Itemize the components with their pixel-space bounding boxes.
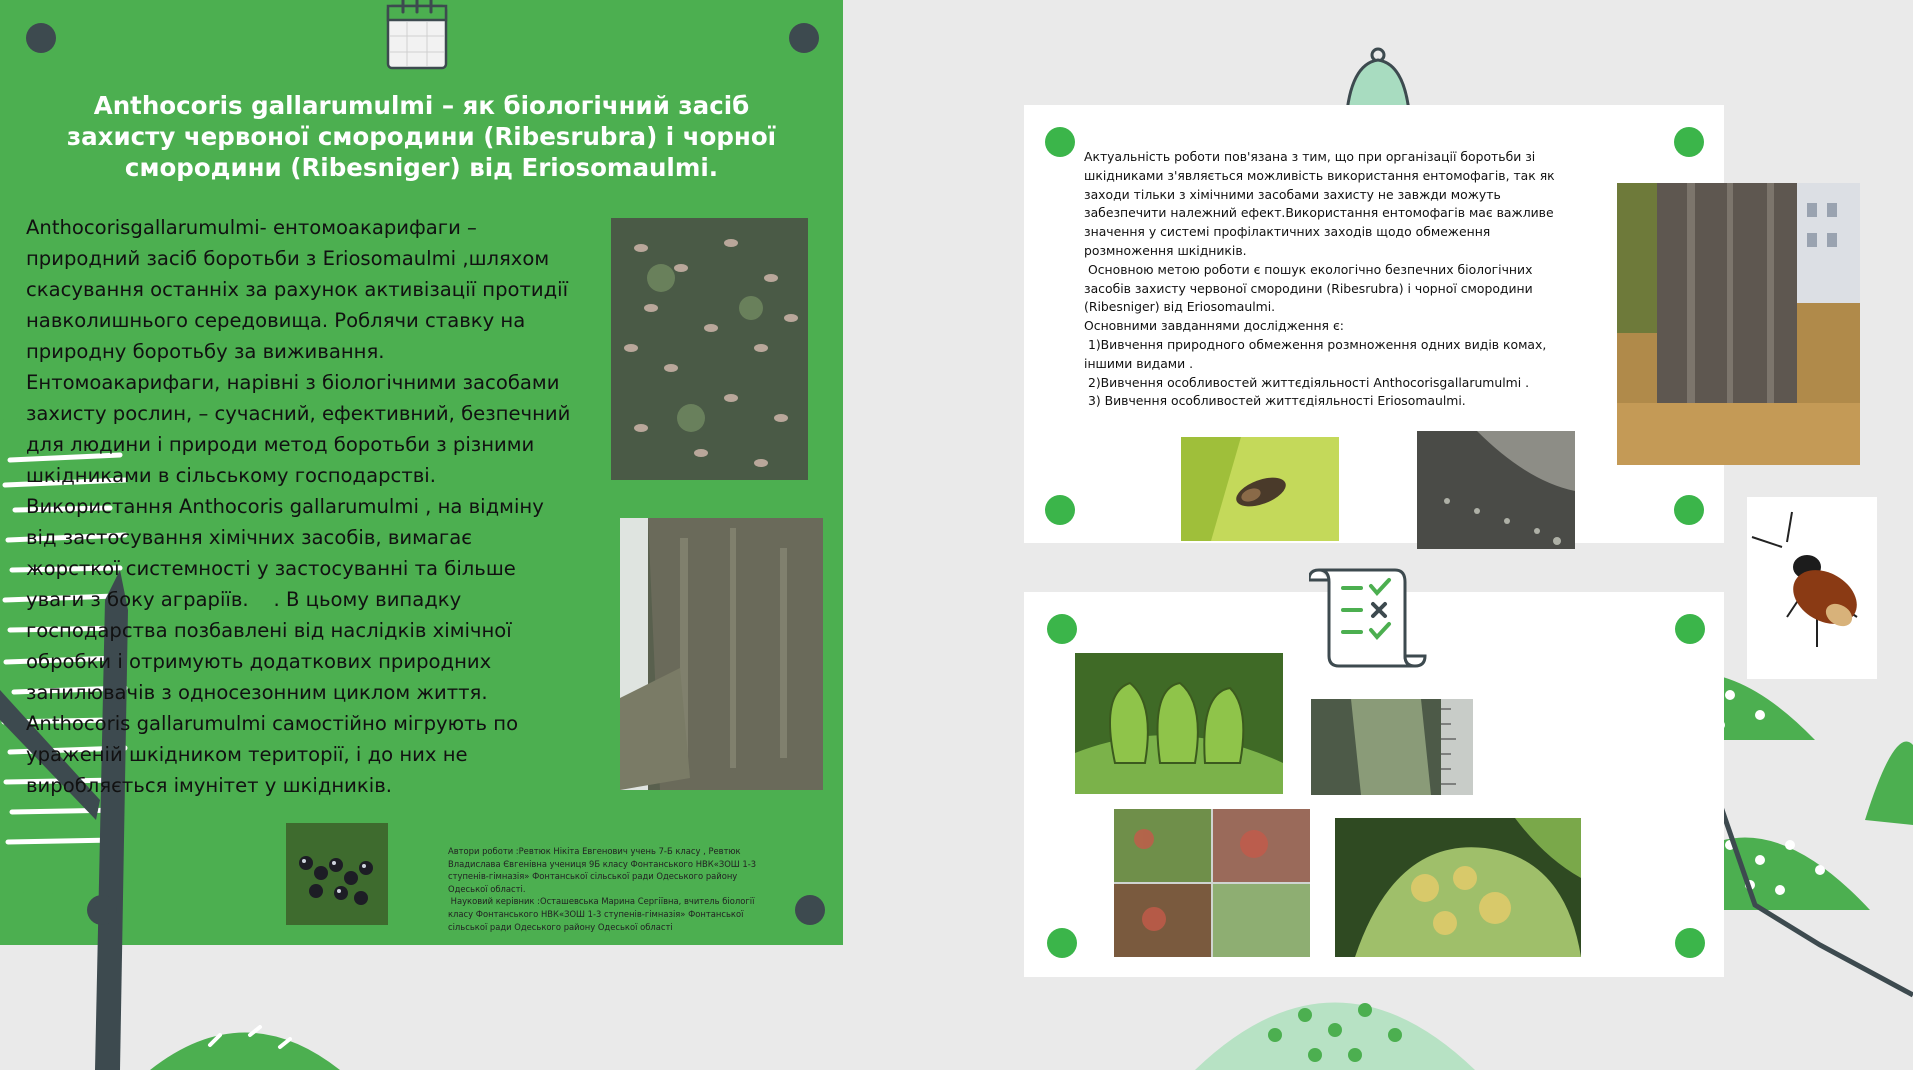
relevance-text: Актуальність роботи пов'язана з тим, що при організації боротьби зі шкідниками з'являється можливість використання ентомофагів, так як заходи тільки з хімічними засобами захисту не завжди можуть забезпечити належний ефект.Використання ентомофагів має важливе значення у системі профілактичних заходів щодо обмеження розмноження шкідників. Основною метою роботи є пошук екологічно безпечних біологічних засобів захисту червоної смородини (Ribesrubra) і чорної смородини (Ribesniger) від Eriosomaulmi. Основними завданнями дослідження є: 1)Вивчення природного обмеження розмноження одних видів комах, іншими видами . 2)Вивчення особливостей життєдіяльності Anthocorisgallarumulmi . 3) Вивчення особливостей життєдіяльності Eriosomaulmi. bbox=[1084, 149, 1555, 409]
pin-bottom-left bbox=[87, 895, 117, 925]
leaf-damage-collage-photo bbox=[1114, 809, 1310, 957]
pin-top-left bbox=[1045, 127, 1075, 157]
anthocoris-bug-photo bbox=[1747, 497, 1877, 679]
pin-top-left bbox=[1047, 614, 1077, 644]
pin-bottom-left bbox=[1045, 495, 1075, 525]
relevance-card bbox=[1024, 105, 1724, 543]
decorative-bush-bottom bbox=[150, 1015, 340, 1070]
pin-top-right bbox=[1675, 614, 1705, 644]
checklist-scroll-icon bbox=[1309, 566, 1427, 670]
black-currant-photo bbox=[286, 823, 388, 925]
calendar-icon bbox=[385, 0, 449, 70]
pin-bottom-right bbox=[795, 895, 825, 925]
aphid-colony-photo bbox=[611, 218, 808, 480]
aphid-on-bark-photo bbox=[1417, 431, 1575, 549]
bug-on-leaf-photo bbox=[1181, 437, 1339, 541]
microscope-scale-photo bbox=[1311, 699, 1473, 795]
pin-bottom-right bbox=[1674, 495, 1704, 525]
tree-trunk-photo bbox=[1617, 183, 1860, 465]
decorative-bush-center bbox=[1195, 975, 1475, 1070]
pin-top-left bbox=[26, 23, 56, 53]
pin-bottom-right bbox=[1675, 928, 1705, 958]
blistered-leaf-photo bbox=[1335, 818, 1581, 957]
pin-bottom-left bbox=[1047, 928, 1077, 958]
poster-title: Anthocoris gallarumulmi – як біологічний засіб захисту червоної смородини (Ribesrubra) і чорної смородини (Ribesniger) від Eriosomaulmi. bbox=[66, 91, 777, 182]
poster-body-text: Anthocorisgallarumulmi- ентомоакарифаги – природний засіб боротьби з Eriosomaulmi ,шляхом скасування останніх за рахунок активізації протидії навколишнього середовища. Роблячи ставку на природну боротьбу за виживання. Ентомоакарифаги, нарівні з біологічними засобами захисту рослин, – сучасний, ефективний, безпечний для людини і природи метод боротьби з різними шкідниками в сільському господарстві. Використання Anthocoris gallarumulmi , на відміну від застосування хімічних засобів, вимагає жорсткої системності у застосуванні та більше уваги з боку аграріїв. . В цьому випадку господарства позбавлені від наслідків хімічної обробки і отримують додаткових природних запилювачів з односезонним циклом життя. Anthocoris gallarumulmi самостійно мігрують по ураженій шкідником території, і до них не виробляється імунітет у шкідників. bbox=[26, 216, 577, 797]
tree-bark-photo bbox=[620, 518, 823, 790]
pin-top-right bbox=[789, 23, 819, 53]
poster-credits: Автори роботи :Ревтюк Нікіта Евгенович учень 7-Б класу , Ревтюк Владислава Євгенівна учениця 9Б класу Фонтанського НВК«ЗОШ 1-3 ступенів-гімназія» Фонтанської сільської ради Одеського району Одеської області. Науковий керівник :Осташевська Марина Сергіївна, вчитель біології класу Фонтанського НВК«ЗОШ 1-3 ступенів-гімназія» Фонтанської сільської ради Одеського району Одеської області bbox=[448, 846, 757, 932]
pin-top-right bbox=[1674, 127, 1704, 157]
leaf-galls-photo bbox=[1075, 653, 1283, 794]
